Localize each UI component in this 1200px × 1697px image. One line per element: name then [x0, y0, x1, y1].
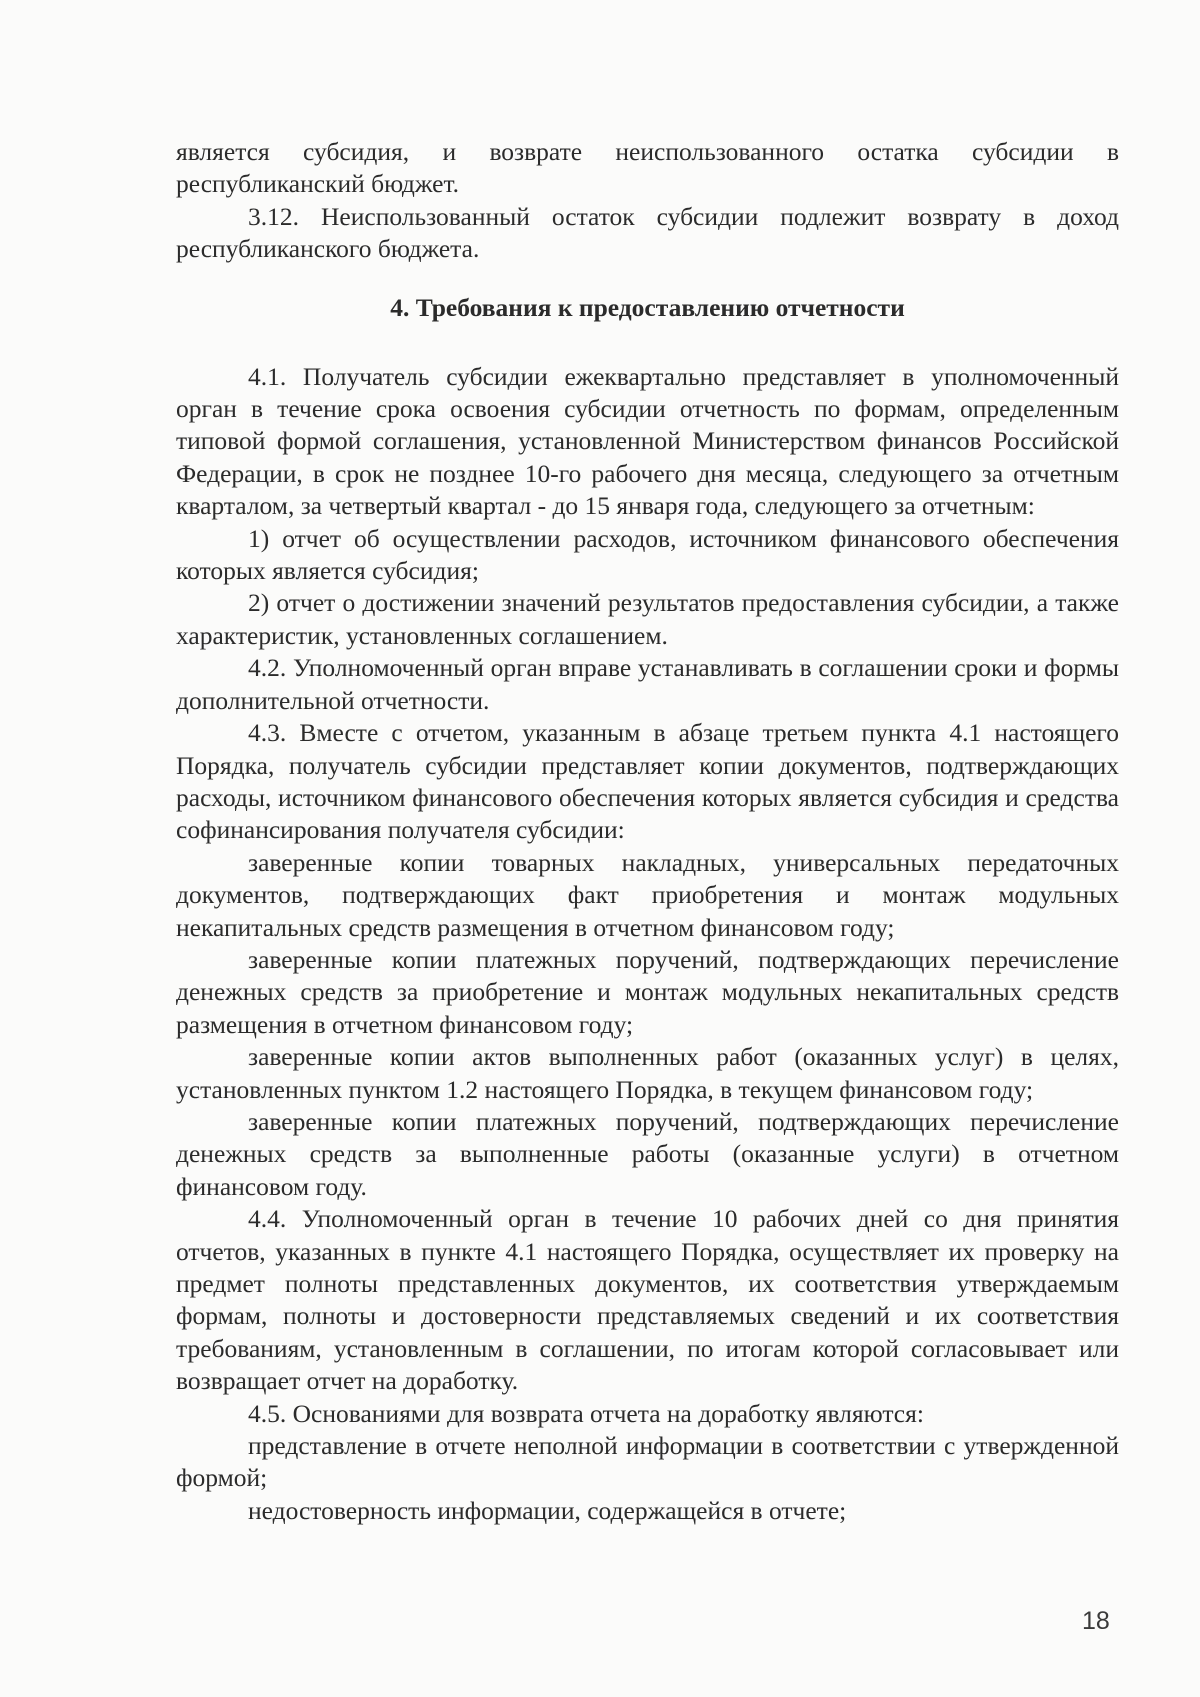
paragraph-4-5: 4.5. Основаниями для возврата отчета на доработку являются: [248, 1398, 924, 1428]
paragraph-3-12: 3.12. Неиспользованный остаток субсидии подлежит возврату в доход республиканского бюджета. [176, 201, 1119, 264]
paragraph-4-1-item-2: 2) отчет о достижении значений результатов предоставления субсидии, а также характеристик, установленных соглашением. [176, 588, 1119, 650]
paragraph-4-3: 4.3. Вместе с отчетом, указанным в абзаце третьем пункта 4.1 настоящего Порядка, получатель субсидии представляет копии документов, подтверждающих расходы, источником финансового обеспечения которых является субсидия и средства софинансирования получателя субсидии: [176, 718, 1119, 845]
document-body [176, 136, 1119, 1527]
paragraph-4-2: 4.2. Уполномоченный орган вправе устанавливать в соглашении сроки и формы дополнительной отчетности. [176, 653, 1119, 715]
paragraph-4-3-item-d: заверенные копии платежных поручений, подтверждающих перечисление денежных средств за выполненные работы (оказанные услуги) в отчетном финансовом году. [176, 1106, 1119, 1201]
paragraph-4-3-item-a: заверенные копии товарных накладных, универсальных передаточных документов, подтверждающих факт приобретения и монтаж модульных некапитальных средств размещения в отчетном финансовом году; [176, 847, 1119, 942]
page-number: 18 [1082, 1607, 1110, 1635]
paragraph-4-1-item-1: 1) отчет об осуществлении расходов, источником финансового обеспечения которых является субсидия; [176, 523, 1119, 586]
section-heading: 4. Требования к предоставлению отчетности [390, 292, 905, 322]
paragraph-4-1: 4.1. Получатель субсидии ежеквартально представляет в уполномоченный орган в течение срока освоения субсидии отчетность по формам, определенным типовой формой соглашения, установленной Министерством финансов Российской Федерации, в срок не позднее 10-го рабочего дня месяца, следующего за отчетным кварталом, за четвертый квартал - до 15 января года, следующего за отчетным: [176, 361, 1119, 521]
paragraph-4-3-item-b: заверенные копии платежных поручений, подтверждающих перечисление денежных средств за приобретение и монтаж модульных некапитальных средств размещения в отчетном финансовом году; [176, 944, 1119, 1039]
paragraph-continuation: является субсидия, и возврате неиспользованного остатка субсидии в республиканский бюджет. [176, 137, 1119, 199]
paragraph-4-4: 4.4. Уполномоченный орган в течение 10 рабочих дней со дня принятия отчетов, указанных в пункте 4.1 настоящего Порядка, осуществляет их проверку на предмет полноты представленных документов, их соответствия утверждаемым формам, полноты и достоверности представляемых сведений и их соответствия требованиям, установленным в соглашении, по итогам которой согласовывает или возвращает отчет на доработку. [176, 1204, 1119, 1396]
paragraph-4-3-item-c: заверенные копии актов выполненных работ (оказанных услуг) в целях, установленных пунктом 1.2 настоящего Порядка, в текущем финансовом году; [176, 1042, 1119, 1104]
paragraph-4-5-item-b: недостоверность информации, содержащейся в отчете; [248, 1495, 847, 1525]
paragraph-4-5-item-a: представление в отчете неполной информации в соответствии с утвержденной формой; [176, 1431, 1119, 1493]
